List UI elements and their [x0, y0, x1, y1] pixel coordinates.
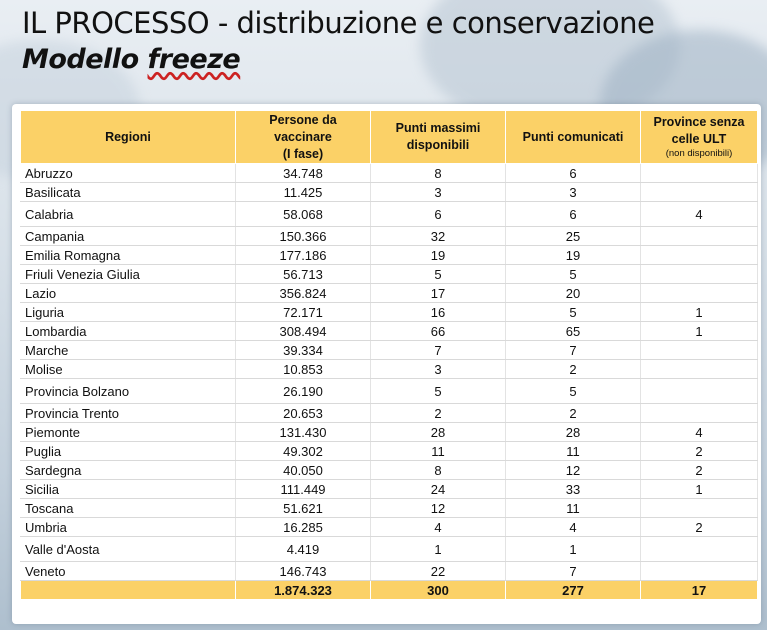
- total-persone: 1.874.323: [236, 581, 371, 600]
- cell-comunicati: 2: [506, 404, 641, 423]
- cell-massimi: 7: [371, 341, 506, 360]
- table-row: [21, 202, 758, 227]
- cell-province: 1: [641, 303, 758, 322]
- table-row: [21, 360, 758, 379]
- cell-persone: 356.824: [236, 284, 371, 303]
- cell-province: 4: [641, 423, 758, 442]
- cell-comunicati: 5: [506, 379, 641, 404]
- cell-regione: Basilicata: [21, 183, 236, 202]
- cell-massimi: 6: [371, 202, 506, 227]
- cell-regione: Calabria: [21, 202, 236, 227]
- header-label-line2: (I fase): [282, 146, 324, 161]
- table-row: [21, 183, 758, 202]
- cell-regione: Provincia Trento: [21, 404, 236, 423]
- total-comunicati: 277: [506, 581, 641, 600]
- cell-province: [641, 246, 758, 265]
- cell-comunicati: 28: [506, 423, 641, 442]
- cell-persone: 26.190: [236, 379, 371, 404]
- table-panel: [12, 104, 761, 624]
- table-row: [21, 246, 758, 265]
- cell-comunicati: 65: [506, 322, 641, 341]
- table-row: [21, 499, 758, 518]
- cell-persone: 72.171: [236, 303, 371, 322]
- header-punti-massimi: [371, 111, 506, 164]
- cell-regione: Lombardia: [21, 322, 236, 341]
- table-row: [21, 164, 758, 183]
- cell-province: [641, 265, 758, 284]
- cell-province: [641, 499, 758, 518]
- cell-regione: Toscana: [21, 499, 236, 518]
- header-regioni: [21, 111, 236, 164]
- cell-regione: Marche: [21, 341, 236, 360]
- cell-province: [641, 360, 758, 379]
- cell-persone: 51.621: [236, 499, 371, 518]
- total-massimi: 300: [371, 581, 506, 600]
- cell-persone: 308.494: [236, 322, 371, 341]
- cell-massimi: 16: [371, 303, 506, 322]
- totals-row: [21, 581, 758, 600]
- total-regione: [21, 581, 236, 600]
- cell-province: 2: [641, 442, 758, 461]
- cell-persone: 10.853: [236, 360, 371, 379]
- cell-province: [641, 537, 758, 562]
- cell-regione: Provincia Bolzano: [21, 379, 236, 404]
- cell-massimi: 8: [371, 164, 506, 183]
- cell-persone: 34.748: [236, 164, 371, 183]
- cell-persone: 49.302: [236, 442, 371, 461]
- subtitle-prefix: Modello: [22, 44, 148, 75]
- total-province: 17: [641, 581, 758, 600]
- cell-regione: Lazio: [21, 284, 236, 303]
- table-body: [21, 164, 758, 581]
- table-row: [21, 461, 758, 480]
- cell-comunicati: 3: [506, 183, 641, 202]
- table-row: [21, 284, 758, 303]
- cell-regione: Liguria: [21, 303, 236, 322]
- cell-persone: 56.713: [236, 265, 371, 284]
- table-row: [21, 341, 758, 360]
- subtitle-freeze-word: freeze: [147, 44, 241, 75]
- cell-persone: 111.449: [236, 480, 371, 499]
- cell-massimi: 11: [371, 442, 506, 461]
- cell-comunicati: 20: [506, 284, 641, 303]
- table-header: [21, 111, 758, 164]
- cell-massimi: 3: [371, 360, 506, 379]
- cell-comunicati: 11: [506, 499, 641, 518]
- cell-regione: Piemonte: [21, 423, 236, 442]
- cell-massimi: 28: [371, 423, 506, 442]
- cell-province: [641, 284, 758, 303]
- table-row: [21, 562, 758, 581]
- cell-regione: Abruzzo: [21, 164, 236, 183]
- cell-comunicati: 1: [506, 537, 641, 562]
- cell-massimi: 24: [371, 480, 506, 499]
- table-footer: [21, 581, 758, 600]
- table-row: [21, 322, 758, 341]
- cell-comunicati: 7: [506, 562, 641, 581]
- table-row: [21, 303, 758, 322]
- cell-massimi: 3: [371, 183, 506, 202]
- cell-province: 2: [641, 518, 758, 537]
- cell-regione: Sardegna: [21, 461, 236, 480]
- slide-subtitle: [22, 44, 240, 75]
- header-label: Province senza: [653, 115, 745, 129]
- cell-regione: Sicilia: [21, 480, 236, 499]
- header-label-line2: celle ULT: [671, 132, 727, 146]
- cell-province: [641, 404, 758, 423]
- cell-massimi: 5: [371, 379, 506, 404]
- cell-comunicati: 4: [506, 518, 641, 537]
- cell-province: 1: [641, 322, 758, 341]
- cell-persone: 58.068: [236, 202, 371, 227]
- cell-regione: Emilia Romagna: [21, 246, 236, 265]
- cell-persone: 146.743: [236, 562, 371, 581]
- cell-comunicati: 2: [506, 360, 641, 379]
- cell-regione: Molise: [21, 360, 236, 379]
- cell-persone: 39.334: [236, 341, 371, 360]
- cell-comunicati: 6: [506, 202, 641, 227]
- table-row: [21, 480, 758, 499]
- cell-comunicati: 33: [506, 480, 641, 499]
- cell-regione: Valle d'Aosta: [21, 537, 236, 562]
- cell-comunicati: 7: [506, 341, 641, 360]
- header-label: Punti massimi: [395, 121, 481, 135]
- cell-persone: 177.186: [236, 246, 371, 265]
- header-note: (non disponibili): [665, 148, 733, 159]
- cell-persone: 150.366: [236, 227, 371, 246]
- cell-persone: 11.425: [236, 183, 371, 202]
- cell-province: 4: [641, 202, 758, 227]
- cell-comunicati: 6: [506, 164, 641, 183]
- cell-massimi: 66: [371, 322, 506, 341]
- header-label: Punti comunicati: [522, 129, 624, 144]
- cell-massimi: 1: [371, 537, 506, 562]
- cell-massimi: 22: [371, 562, 506, 581]
- cell-massimi: 4: [371, 518, 506, 537]
- cell-regione: Friuli Venezia Giulia: [21, 265, 236, 284]
- cell-regione: Umbria: [21, 518, 236, 537]
- cell-persone: 16.285: [236, 518, 371, 537]
- table-row: [21, 537, 758, 562]
- cell-persone: 131.430: [236, 423, 371, 442]
- cell-regione: Veneto: [21, 562, 236, 581]
- table-row: [21, 518, 758, 537]
- cell-province: 2: [641, 461, 758, 480]
- cell-province: 1: [641, 480, 758, 499]
- cell-province: [641, 183, 758, 202]
- table-row: [21, 423, 758, 442]
- vaccination-table: [20, 110, 758, 600]
- cell-massimi: 8: [371, 461, 506, 480]
- cell-province: [641, 164, 758, 183]
- header-persone: [236, 111, 371, 164]
- cell-massimi: 19: [371, 246, 506, 265]
- cell-province: [641, 227, 758, 246]
- cell-regione: Puglia: [21, 442, 236, 461]
- cell-massimi: 12: [371, 499, 506, 518]
- cell-massimi: 32: [371, 227, 506, 246]
- cell-massimi: 5: [371, 265, 506, 284]
- table-row: [21, 265, 758, 284]
- cell-regione: Campania: [21, 227, 236, 246]
- cell-comunicati: 12: [506, 461, 641, 480]
- header-label-line2: disponibili: [406, 138, 470, 152]
- table-row: [21, 404, 758, 423]
- table-row: [21, 379, 758, 404]
- cell-massimi: 17: [371, 284, 506, 303]
- table-row: [21, 227, 758, 246]
- cell-comunicati: 5: [506, 303, 641, 322]
- cell-comunicati: 5: [506, 265, 641, 284]
- header-label: Regioni: [105, 129, 151, 144]
- cell-comunicati: 25: [506, 227, 641, 246]
- cell-comunicati: 19: [506, 246, 641, 265]
- cell-province: [641, 379, 758, 404]
- cell-province: [641, 562, 758, 581]
- header-punti-comunicati: [506, 111, 641, 164]
- cell-massimi: 2: [371, 404, 506, 423]
- cell-persone: 20.653: [236, 404, 371, 423]
- table-row: [21, 442, 758, 461]
- cell-comunicati: 11: [506, 442, 641, 461]
- header-province: [641, 111, 758, 164]
- header-label: Persone da vaccinare: [269, 112, 337, 144]
- cell-persone: 40.050: [236, 461, 371, 480]
- cell-province: [641, 341, 758, 360]
- slide-title: IL PROCESSO - distribuzione e conservazione: [22, 6, 655, 40]
- cell-persone: 4.419: [236, 537, 371, 562]
